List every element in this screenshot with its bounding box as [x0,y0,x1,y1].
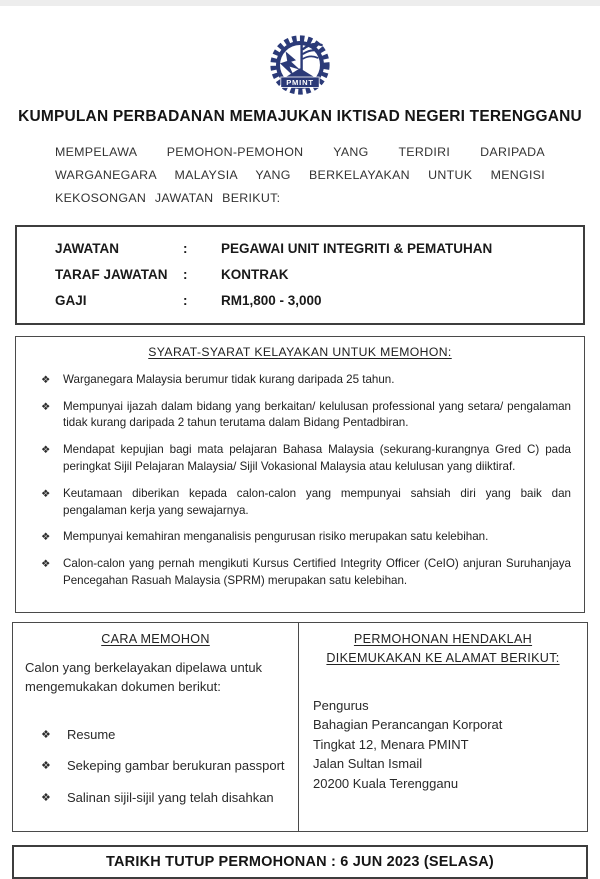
submission-address [309,696,577,794]
apply-address-box [12,622,588,833]
address-line: Bahagian Perancangan Korporat [313,717,503,733]
job-detail-row [55,288,573,314]
requirement-text: Mempunyai ijazah dalam bidang yang berkaitan/ kelulusan professional yang setara/ pengalaman tidak kurang daripada 2 tahun terutama dalam Bidang Pentadbiran. [63,399,571,430]
address-line: Tingkat 12, Menara PMINT [313,736,469,752]
diamond-bullet-icon: ❖ [41,791,51,804]
requirement-text: Mempunyai kemahiran menganalisis pengurusan risiko merupakan satu kelebihan. [63,530,489,544]
job-detail-separator: : [183,266,188,282]
requirements-heading: SYARAT-SYARAT KELAYAKAN UNTUK MEMOHON: [148,344,452,359]
submission-address-cell [299,623,587,832]
apply-document-text: Salinan sijil-sijil yang telah disahkan [67,789,274,805]
requirements-list [29,372,571,590]
address-line: Pengurus [313,697,369,713]
diamond-bullet-icon: ❖ [41,760,51,773]
apply-document-item [41,758,286,776]
job-detail-label: JAWATAN [55,240,119,256]
requirement-text: Keutamaan diberikan kepada calon-calon yang mempunyai sahsiah diri yang baik dan pengalaman kerja yang sewajarnya. [63,486,571,517]
requirements-box [15,336,585,613]
intro-text: MEMPELAWA PEMOHON-PEMOHON YANG TERDIRI DARIPADA WARGANEGARA MALAYSIA YANG BERKELAYAKAN UNTUK MENGISI KEKOSONGAN JAWATAN BERIKUT: [55,145,545,205]
job-detail-row [55,262,573,288]
logo-container [0,33,600,97]
diamond-bullet-icon: ❖ [41,531,51,544]
pmint-logo-icon [256,33,344,97]
diamond-bullet-icon: ❖ [41,373,51,386]
apply-document-item [41,727,286,745]
requirement-item [41,529,571,546]
diamond-bullet-icon: ❖ [41,558,51,571]
apply-document-item [41,790,286,808]
requirement-text: Warganegara Malaysia berumur tidak kurang daripada 25 tahun. [63,372,395,386]
job-details-box [15,225,585,325]
job-detail-separator: : [183,292,188,308]
job-detail-value: KONTRAK [221,266,289,282]
deadline-box [12,845,588,879]
org-title: KUMPULAN PERBADANAN MEMAJUKAN IKTISAD NEGERI TERENGGANU [18,108,582,125]
how-to-apply-list [25,727,286,808]
apply-document-text: Sekeping gambar berukuran passport [67,758,285,774]
deadline-text: TARIKH TUTUP PERMOHONAN : 6 JUN 2023 (SELASA) [106,854,494,871]
diamond-bullet-icon: ❖ [41,400,51,413]
apply-document-text: Resume [67,726,116,742]
job-detail-value: RM1,800 - 3,000 [221,292,322,308]
job-detail-value: PEGAWAI UNIT INTEGRITI & PEMATUHAN [221,240,493,256]
scan-edge-strip [0,0,600,6]
requirement-item [41,556,571,590]
requirement-item [41,372,571,389]
diamond-bullet-icon: ❖ [41,728,51,741]
requirement-text: Mendapat kepujian bagi mata pelajaran Bahasa Malaysia (sekurang-kurangnya Gred C) pada peringkat Sijil Pelajaran Malaysia/ Sijil Vokasional Malaysia atau kelulusan yang diiktiraf. [63,443,571,473]
logo-text: PMINT [286,78,314,87]
job-detail-label: GAJI [55,292,87,308]
requirement-item [41,486,571,520]
how-to-apply-cell [13,623,299,832]
address-line: Jalan Sultan Ismail [313,756,423,772]
address-line: 20200 Kuala Terengganu [313,775,459,791]
diamond-bullet-icon: ❖ [41,487,51,500]
job-detail-row [55,236,573,262]
job-detail-label: TARAF JAWATAN [55,266,168,282]
submission-heading: PERMOHONAN HENDAKLAH DIKEMUKAKAN KE ALAMAT BERIKUT: [326,631,560,665]
requirement-text: Calon-calon yang pernah mengikuti Kursus Certified Integrity Officer (CeIO) anjuran Suruhanjaya Pencegahan Rasuah Malaysia (SPRM) merupakan satu kelebihan. [63,557,571,587]
how-to-apply-heading: CARA MEMOHON [101,631,210,646]
requirement-item [41,399,571,433]
diamond-bullet-icon: ❖ [41,444,51,457]
how-to-apply-intro: Calon yang berkelayakan dipelawa untuk mengemukakan dokumen berikut: [25,659,263,695]
job-detail-separator: : [183,240,188,256]
requirement-item [41,442,571,476]
